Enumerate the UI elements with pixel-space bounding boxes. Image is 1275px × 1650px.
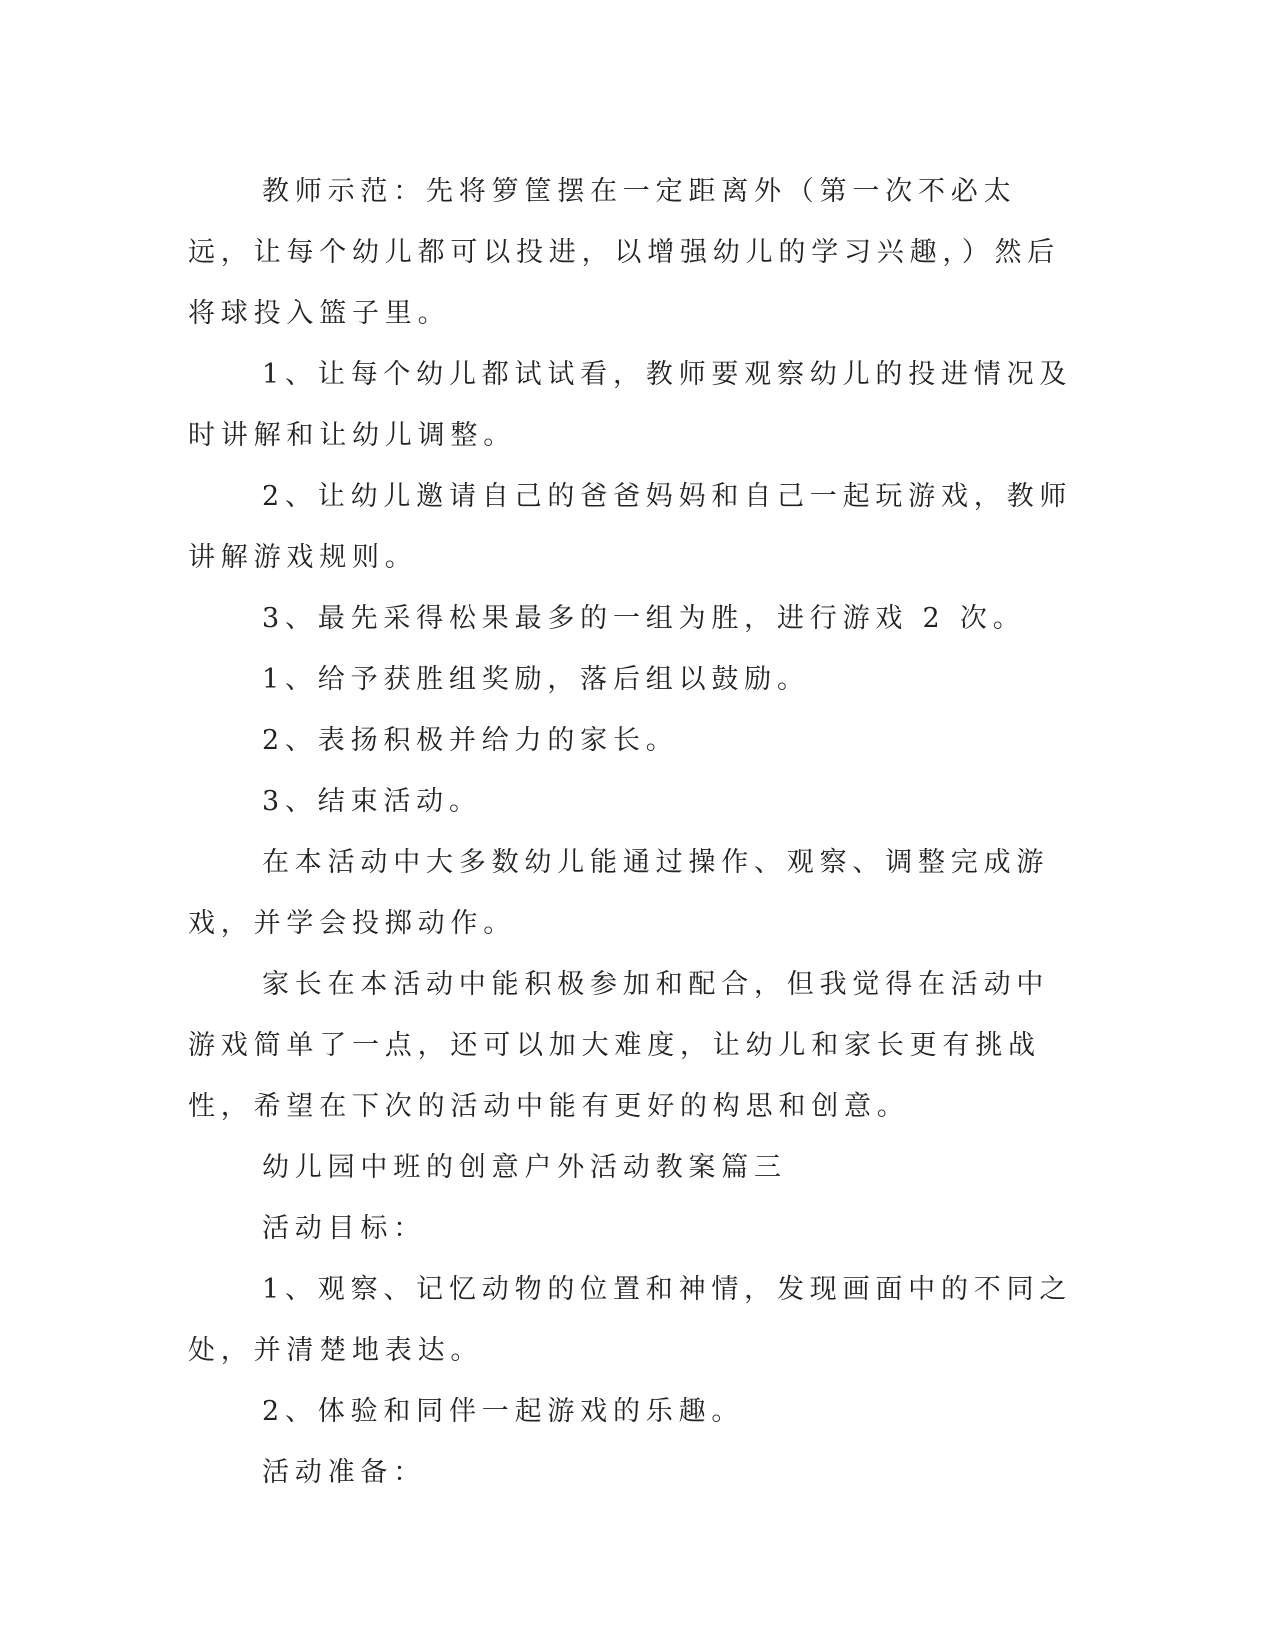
paragraph-step-3-pinecones: 3、最先采得松果最多的一组为胜，进行游戏 2 次。 (262, 603, 1026, 634)
section-heading-plan-three: 幼儿园中班的创意户外活动教案篇三 (262, 1152, 787, 1183)
paragraph-goal-2: 2、体验和同伴一起游戏的乐趣。 (262, 1396, 745, 1427)
paragraph-end-3-finish: 3、结束活动。 (262, 786, 482, 817)
paragraph-reflection-children: 在本活动中大多数幼儿能通过操作、观察、调整完成游戏，并学会投掷动作。 (188, 847, 1050, 939)
subheading-activity-goals: 活动目标： (262, 1213, 426, 1244)
paragraph-goal-1: 1、观察、记忆动物的位置和神情，发现画面中的不同之处，并清楚地表达。 (188, 1274, 1073, 1366)
paragraph-step-1-try: 1、让每个幼儿都试试看，教师要观察幼儿的投进情况及时讲解和让幼儿调整。 (188, 359, 1073, 451)
paragraph-step-2-invite-parents: 2、让幼儿邀请自己的爸爸妈妈和自己一起玩游戏，教师讲解游戏规则。 (188, 481, 1073, 573)
paragraph-end-2-praise: 2、表扬积极并给力的家长。 (262, 725, 679, 756)
paragraph-teacher-demo: 教师示范：先将箩筐摆在一定距离外（第一次不必太远，让每个幼儿都可以投进，以增强幼儿的学习兴趣，）然后将球投入篮子里。 (188, 176, 1061, 329)
document-body (188, 161, 1078, 1503)
paragraph-reflection-parents: 家长在本活动中能积极参加和配合，但我觉得在活动中游戏简单了一点，还可以加大难度，让幼儿和家长更有挑战性，希望在下次的活动中能有更好的构思和创意。 (188, 969, 1050, 1122)
paragraph-end-1-reward: 1、给予获胜组奖励，落后组以鼓励。 (262, 664, 810, 695)
subheading-activity-preparation: 活动准备： (262, 1457, 426, 1488)
